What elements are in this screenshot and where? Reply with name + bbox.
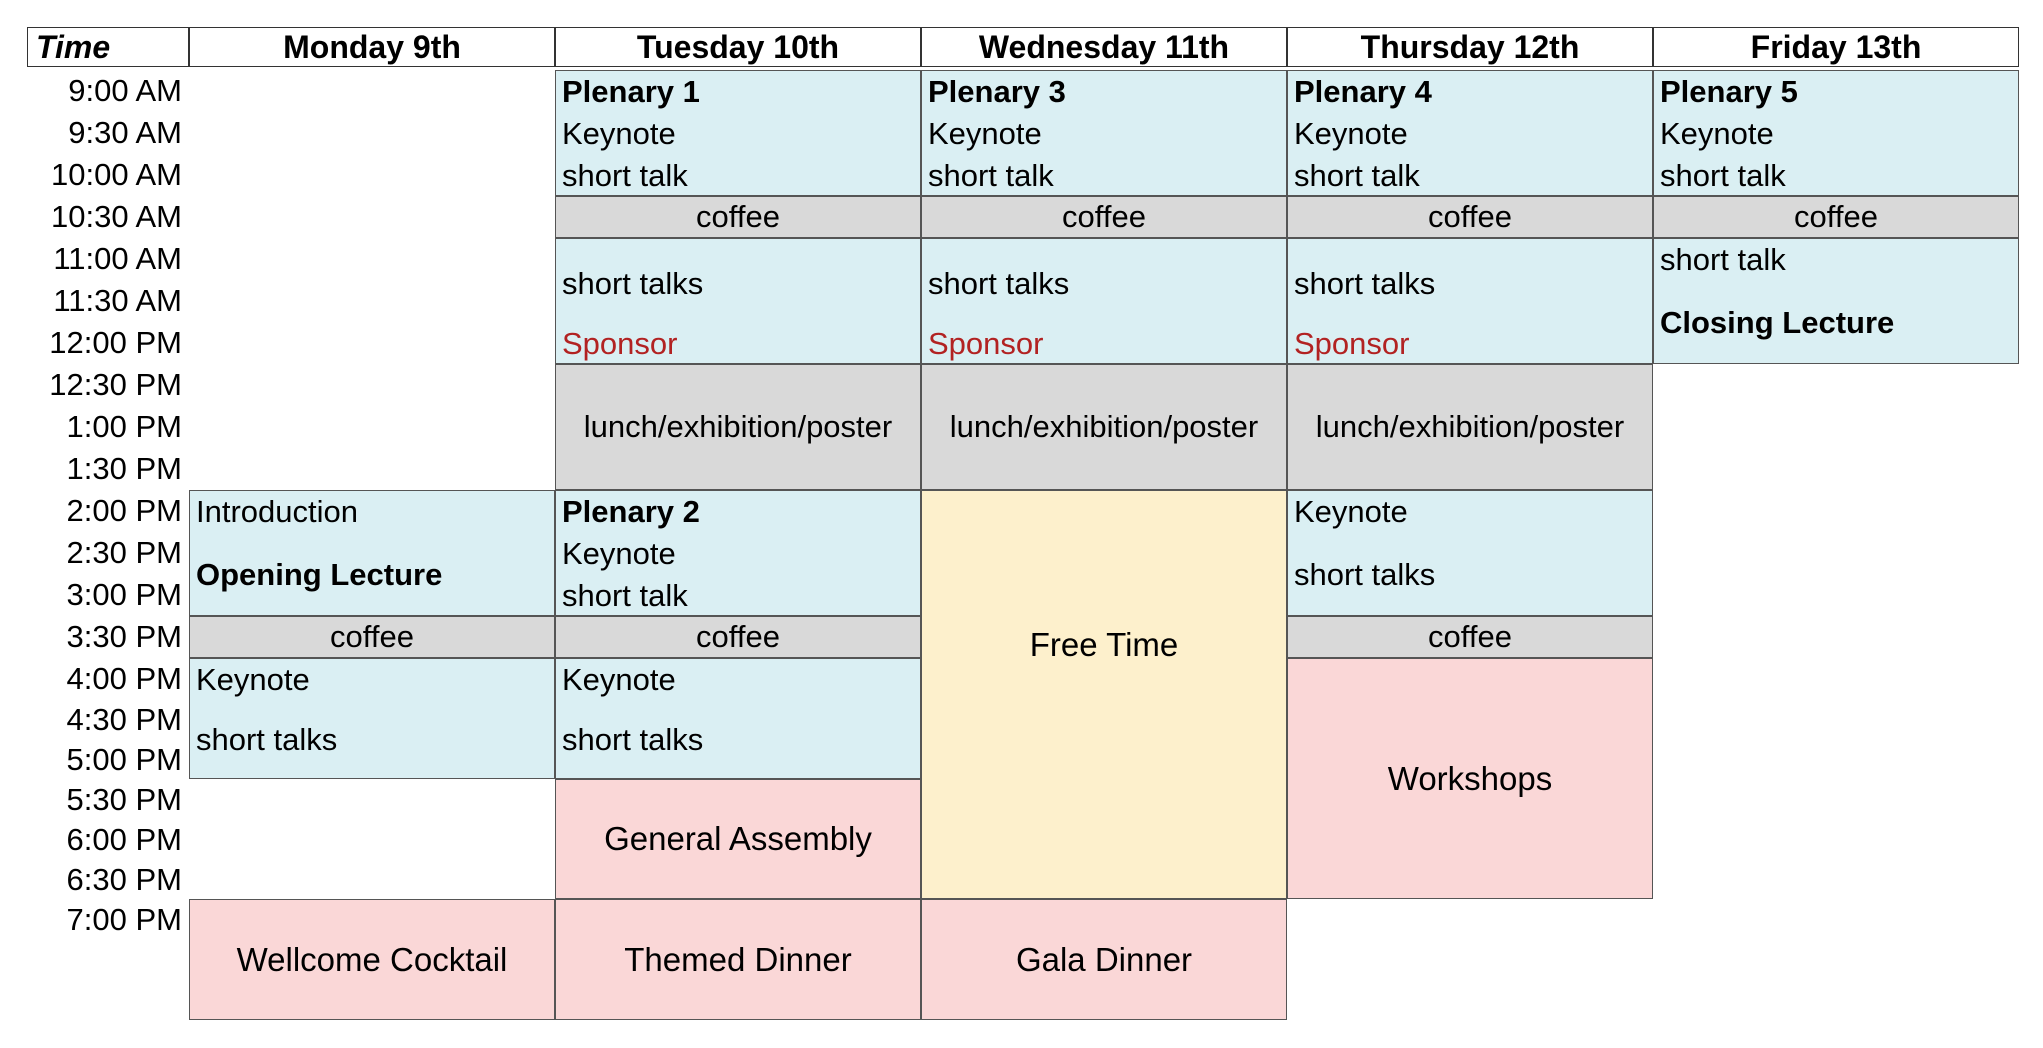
wednesday-lunch <box>921 364 1287 490</box>
plenary-1-label: Plenary 1 <box>562 74 700 109</box>
monday-coffee-break <box>189 616 555 658</box>
general-assembly-label: General Assembly <box>604 820 872 857</box>
plenary-3-label: Plenary 3 <box>928 74 1066 109</box>
wednesday-free-time <box>921 490 1287 899</box>
coffee-label: coffee <box>696 619 780 654</box>
keynote-label: Keynote <box>196 662 310 697</box>
short-talk-label: short talk <box>928 158 1054 193</box>
tuesday-themed-dinner <box>555 899 921 1020</box>
header-time: Time <box>27 27 189 67</box>
lunch-label: lunch/exhibition/poster <box>583 409 893 444</box>
wednesday-midday-session <box>921 238 1287 364</box>
coffee-label: coffee <box>1428 199 1512 234</box>
short-talks-label: short talks <box>562 722 704 757</box>
short-talk-label: short talk <box>1660 242 1786 277</box>
tuesday-general-assembly <box>555 779 921 899</box>
header-tuesday: Tuesday 10th <box>555 27 921 67</box>
monday-opening-session <box>189 490 555 616</box>
time-label: 3:30 PM <box>66 619 182 654</box>
time-label: 5:30 PM <box>66 782 182 817</box>
short-talk-label: short talk <box>562 578 688 613</box>
time-label: 11:00 AM <box>53 241 182 276</box>
time-label: 6:00 PM <box>66 822 182 857</box>
time-label: 6:30 PM <box>66 862 182 897</box>
time-label: 2:30 PM <box>66 535 182 570</box>
header-thursday: Thursday 12th <box>1287 27 1653 67</box>
plenary-4-label: Plenary 4 <box>1294 74 1432 109</box>
closing-lecture-label: Closing Lecture <box>1660 305 1895 340</box>
themed-dinner-label: Themed Dinner <box>624 940 852 978</box>
time-label: 5:00 PM <box>66 742 182 777</box>
header-monday: Monday 9th <box>189 27 555 67</box>
keynote-label: Keynote <box>562 116 676 151</box>
wellcome-cocktail-label: Wellcome Cocktail <box>236 940 508 978</box>
thursday-lunch <box>1287 364 1653 490</box>
header-wednesday: Wednesday 11th <box>921 27 1287 67</box>
keynote-label: Keynote <box>1660 116 1774 151</box>
lunch-label: lunch/exhibition/poster <box>949 409 1259 444</box>
short-talk-label: short talk <box>1294 158 1420 193</box>
thursday-coffee-break <box>1287 196 1653 238</box>
thursday-midday-session <box>1287 238 1653 364</box>
tuesday-midday-session <box>555 238 921 364</box>
plenary-2-label: Plenary 2 <box>562 494 700 529</box>
wednesday-gala-dinner <box>921 899 1287 1020</box>
keynote-label: Keynote <box>562 662 676 697</box>
plenary-5-label: Plenary 5 <box>1660 74 1798 109</box>
workshops-label: Workshops <box>1387 759 1553 797</box>
tuesday-plenary-session <box>555 70 921 196</box>
time-label: 4:30 PM <box>66 702 182 737</box>
coffee-label: coffee <box>696 199 780 234</box>
coffee-label: coffee <box>1062 199 1146 234</box>
tuesday-coffee-break-2 <box>555 616 921 658</box>
friday-plenary-session <box>1653 70 2019 196</box>
sponsor-label: Sponsor <box>562 326 678 361</box>
thursday-coffee-break-2 <box>1287 616 1653 658</box>
sponsor-label: Sponsor <box>1294 326 1410 361</box>
time-label: 10:30 AM <box>51 199 182 234</box>
coffee-label: coffee <box>1428 619 1512 654</box>
keynote-label: Keynote <box>928 116 1042 151</box>
keynote-label: Keynote <box>1294 116 1408 151</box>
time-label: 1:30 PM <box>66 451 182 486</box>
wednesday-plenary-session <box>921 70 1287 196</box>
tuesday-coffee-break <box>555 196 921 238</box>
time-label: 12:00 PM <box>49 325 182 360</box>
keynote-label: Keynote <box>562 536 676 571</box>
short-talk-label: short talk <box>562 158 688 193</box>
introduction-label: Introduction <box>196 494 358 529</box>
short-talks-label: short talks <box>928 266 1070 301</box>
time-label: 4:00 PM <box>66 661 182 696</box>
wednesday-coffee-break <box>921 196 1287 238</box>
thursday-plenary-session <box>1287 70 1653 196</box>
gala-dinner-label: Gala Dinner <box>1015 940 1193 978</box>
short-talks-label: short talks <box>196 722 338 757</box>
tuesday-afternoon-session <box>555 658 921 779</box>
time-label: 2:00 PM <box>66 493 182 528</box>
opening-lecture-label: Opening Lecture <box>196 557 443 592</box>
lunch-label: lunch/exhibition/poster <box>1315 409 1625 444</box>
short-talks-label: short talks <box>562 266 704 301</box>
thursday-afternoon-session <box>1287 490 1653 616</box>
sponsor-label: Sponsor <box>928 326 1044 361</box>
time-label: 7:00 PM <box>66 902 182 937</box>
short-talk-label: short talk <box>1660 158 1786 193</box>
monday-wellcome-cocktail <box>189 899 555 1020</box>
time-label: 10:00 AM <box>51 157 182 192</box>
header-friday: Friday 13th <box>1653 27 2019 67</box>
short-talks-label: short talks <box>1294 557 1436 592</box>
time-label: 1:00 PM <box>66 409 182 444</box>
time-label: 9:00 AM <box>68 73 182 108</box>
tuesday-lunch <box>555 364 921 490</box>
thursday-workshops <box>1287 658 1653 899</box>
time-label: 11:30 AM <box>53 283 182 318</box>
tuesday-plenary-2-session <box>555 490 921 616</box>
time-label: 3:00 PM <box>66 577 182 612</box>
short-talks-label: short talks <box>1294 266 1436 301</box>
time-label: 12:30 PM <box>49 367 182 402</box>
free-time-label: Free Time <box>1029 625 1179 663</box>
friday-coffee-break <box>1653 196 2019 238</box>
keynote-label: Keynote <box>1294 494 1408 529</box>
friday-closing-session <box>1653 238 2019 364</box>
monday-afternoon-session <box>189 658 555 779</box>
coffee-label: coffee <box>1794 199 1878 234</box>
time-label: 9:30 AM <box>68 115 182 150</box>
coffee-label: coffee <box>330 619 414 654</box>
